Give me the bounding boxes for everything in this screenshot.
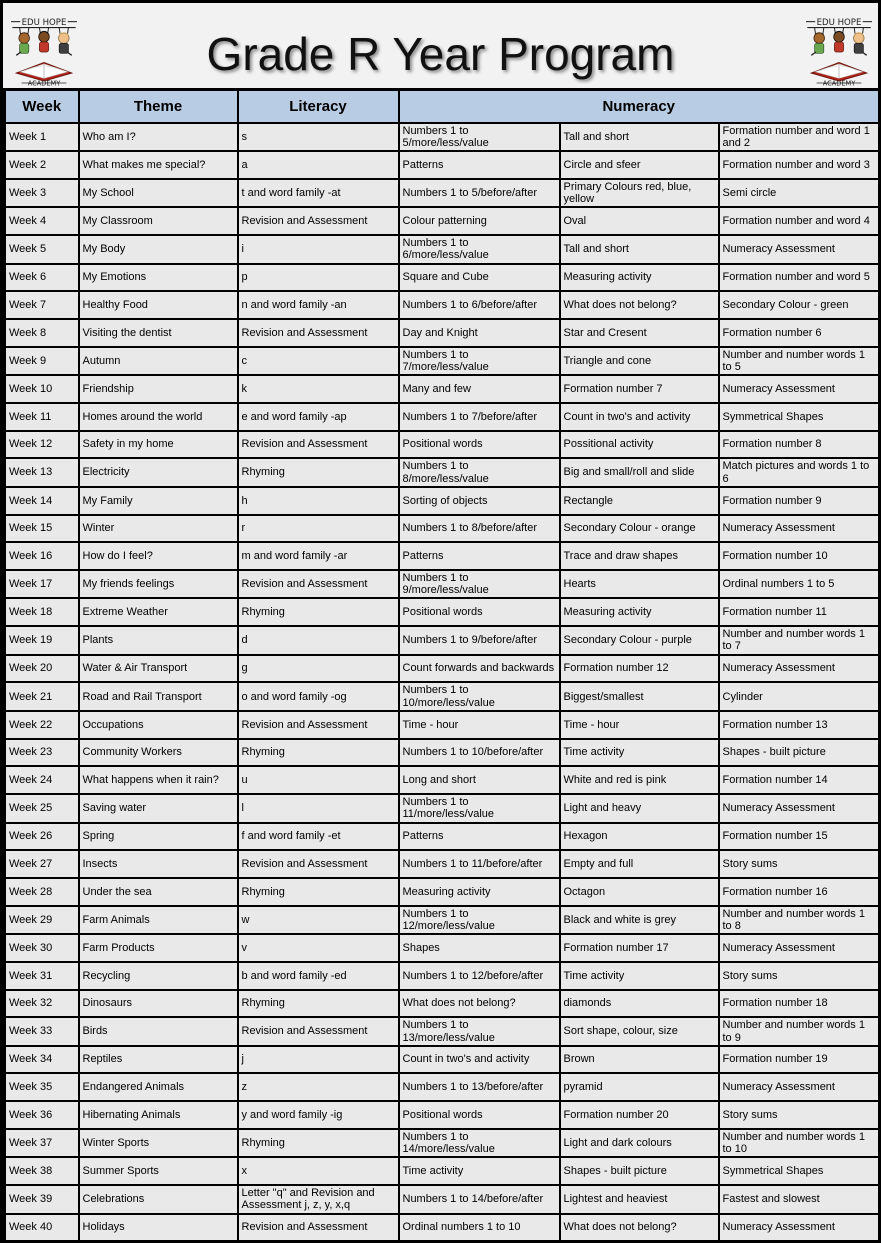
theme-cell: Holidays <box>79 1214 238 1242</box>
theme-cell: Community Workers <box>79 739 238 767</box>
numeracy-cell-1: Time activity <box>399 1157 560 1185</box>
numeracy-cell-3: Number and number words 1 to 7 <box>719 626 880 655</box>
numeracy-cell-1: Sorting of objects <box>399 487 560 515</box>
week-cell: Week 19 <box>5 626 79 655</box>
literacy-cell: m and word family -ar <box>238 542 399 570</box>
theme-cell: Friendship <box>79 375 238 403</box>
week-cell: Week 27 <box>5 850 79 878</box>
theme-cell: Spring <box>79 823 238 851</box>
literacy-cell: f and word family -et <box>238 823 399 851</box>
numeracy-cell-1: Numbers 1 to 7/more/less/value <box>399 347 560 376</box>
table-row <box>5 1185 880 1214</box>
numeracy-cell-3: Symmetrical Shapes <box>719 403 880 431</box>
literacy-cell: Rhyming <box>238 990 399 1018</box>
numeracy-cell-2: Rectangle <box>560 487 719 515</box>
theme-cell: Extreme Weather <box>79 598 238 626</box>
numeracy-cell-1: Count in two's and activity <box>399 1046 560 1074</box>
numeracy-cell-1: Numbers 1 to 5/more/less/value <box>399 123 560 152</box>
week-cell: Week 14 <box>5 487 79 515</box>
theme-cell: My School <box>79 179 238 208</box>
theme-cell: How do I feel? <box>79 542 238 570</box>
numeracy-cell-3: Numeracy Assessment <box>719 794 880 823</box>
literacy-cell: s <box>238 123 399 152</box>
table-row <box>5 739 880 767</box>
numeracy-cell-1: Numbers 1 to 10/before/after <box>399 739 560 767</box>
numeracy-cell-2: Octagon <box>560 878 719 906</box>
table-row <box>5 962 880 990</box>
numeracy-cell-3: Semi circle <box>719 179 880 208</box>
numeracy-cell-3: Formation number and word 3 <box>719 151 880 179</box>
table-row <box>5 682 880 711</box>
numeracy-cell-3: Symmetrical Shapes <box>719 1157 880 1185</box>
numeracy-cell-1: Positional words <box>399 598 560 626</box>
numeracy-cell-1: Positional words <box>399 431 560 459</box>
numeracy-cell-3: Number and number words 1 to 9 <box>719 1017 880 1046</box>
table-row <box>5 990 880 1018</box>
literacy-cell: i <box>238 235 399 264</box>
numeracy-cell-2: Tall and short <box>560 123 719 152</box>
numeracy-cell-2: Black and white is grey <box>560 906 719 935</box>
table-row <box>5 1101 880 1129</box>
numeracy-cell-2: Measuring activity <box>560 598 719 626</box>
table-row <box>5 347 880 376</box>
table-row <box>5 878 880 906</box>
numeracy-cell-3: Formation number and word 1 and 2 <box>719 123 880 152</box>
numeracy-cell-3: Formation number 16 <box>719 878 880 906</box>
numeracy-cell-2: What does not belong? <box>560 291 719 319</box>
theme-cell: Insects <box>79 850 238 878</box>
week-cell: Week 13 <box>5 458 79 487</box>
theme-cell: Autumn <box>79 347 238 376</box>
numeracy-cell-3: Numeracy Assessment <box>719 655 880 683</box>
week-cell: Week 32 <box>5 990 79 1018</box>
numeracy-cell-2: Light and heavy <box>560 794 719 823</box>
week-cell: Week 36 <box>5 1101 79 1129</box>
theme-cell: Celebrations <box>79 1185 238 1214</box>
week-cell: Week 8 <box>5 319 79 347</box>
table-row <box>5 823 880 851</box>
numeracy-cell-2: diamonds <box>560 990 719 1018</box>
theme-cell: My Emotions <box>79 264 238 292</box>
theme-cell: Endangered Animals <box>79 1073 238 1101</box>
numeracy-cell-2: Lightest and heaviest <box>560 1185 719 1214</box>
numeracy-cell-3: Formation number 18 <box>719 990 880 1018</box>
numeracy-cell-3: Numeracy Assessment <box>719 1214 880 1242</box>
table-row <box>5 906 880 935</box>
theme-cell: Electricity <box>79 458 238 487</box>
numeracy-cell-1: Patterns <box>399 823 560 851</box>
numeracy-cell-1: Numbers 1 to 9/more/less/value <box>399 570 560 599</box>
table-row <box>5 207 880 235</box>
literacy-cell: p <box>238 264 399 292</box>
numeracy-cell-3: Formation number 6 <box>719 319 880 347</box>
theme-cell: Birds <box>79 1017 238 1046</box>
logo-top-text: EDU HOPE <box>21 17 67 28</box>
literacy-cell: l <box>238 794 399 823</box>
week-cell: Week 33 <box>5 1017 79 1046</box>
numeracy-cell-2: Count in two's and activity <box>560 403 719 431</box>
numeracy-cell-1: Ordinal numbers 1 to 10 <box>399 1214 560 1242</box>
column-header-numeracy: Numeracy <box>399 90 880 123</box>
numeracy-cell-3: Numeracy Assessment <box>719 1073 880 1101</box>
week-cell: Week 37 <box>5 1129 79 1158</box>
theme-cell: Healthy Food <box>79 291 238 319</box>
numeracy-cell-1: Count forwards and backwards <box>399 655 560 683</box>
numeracy-cell-1: Time - hour <box>399 711 560 739</box>
literacy-cell: Rhyming <box>238 458 399 487</box>
logo-bottom-text: ACADEMY <box>822 79 856 87</box>
theme-cell: Occupations <box>79 711 238 739</box>
program-table-body <box>5 123 880 1242</box>
numeracy-cell-2: Empty and full <box>560 850 719 878</box>
table-row <box>5 1046 880 1074</box>
table-row <box>5 291 880 319</box>
numeracy-cell-1: Numbers 1 to 11/more/less/value <box>399 794 560 823</box>
numeracy-cell-1: Patterns <box>399 542 560 570</box>
table-row <box>5 655 880 683</box>
column-header-week: Week <box>5 90 79 123</box>
numeracy-cell-3: Numeracy Assessment <box>719 235 880 264</box>
numeracy-cell-1: Numbers 1 to 8/before/after <box>399 515 560 543</box>
numeracy-cell-2: Possitional activity <box>560 431 719 459</box>
theme-cell: Dinosaurs <box>79 990 238 1018</box>
week-cell: Week 10 <box>5 375 79 403</box>
literacy-cell: Revision and Assessment <box>238 207 399 235</box>
numeracy-cell-3: Numeracy Assessment <box>719 515 880 543</box>
week-cell: Week 17 <box>5 570 79 599</box>
table-row <box>5 319 880 347</box>
theme-cell: Farm Animals <box>79 906 238 935</box>
table-row <box>5 711 880 739</box>
literacy-cell: u <box>238 766 399 794</box>
numeracy-cell-3: Formation number 15 <box>719 823 880 851</box>
numeracy-cell-2: Time - hour <box>560 711 719 739</box>
week-cell: Week 9 <box>5 347 79 376</box>
week-cell: Week 34 <box>5 1046 79 1074</box>
numeracy-cell-3: Formation number 13 <box>719 711 880 739</box>
numeracy-cell-2: Light and dark colours <box>560 1129 719 1158</box>
theme-cell: Safety in my home <box>79 431 238 459</box>
numeracy-cell-2: Brown <box>560 1046 719 1074</box>
numeracy-cell-1: Numbers 1 to 12/before/after <box>399 962 560 990</box>
literacy-cell: v <box>238 934 399 962</box>
theme-cell: Water & Air Transport <box>79 655 238 683</box>
numeracy-cell-2: Shapes - built picture <box>560 1157 719 1185</box>
numeracy-cell-1: Numbers 1 to 8/more/less/value <box>399 458 560 487</box>
numeracy-cell-1: Measuring activity <box>399 878 560 906</box>
table-row <box>5 570 880 599</box>
numeracy-cell-1: Numbers 1 to 5/before/after <box>399 179 560 208</box>
numeracy-cell-3: Story sums <box>719 1101 880 1129</box>
numeracy-cell-1: Numbers 1 to 6/more/less/value <box>399 235 560 264</box>
table-row <box>5 1073 880 1101</box>
numeracy-cell-3: Story sums <box>719 850 880 878</box>
numeracy-cell-2: Time activity <box>560 739 719 767</box>
numeracy-cell-2: White and red is pink <box>560 766 719 794</box>
week-cell: Week 11 <box>5 403 79 431</box>
table-row <box>5 515 880 543</box>
numeracy-cell-3: Formation number and word 4 <box>719 207 880 235</box>
literacy-cell: Rhyming <box>238 878 399 906</box>
literacy-cell: Revision and Assessment <box>238 431 399 459</box>
week-cell: Week 15 <box>5 515 79 543</box>
page-title: Grade R Year Program <box>206 28 675 80</box>
numeracy-cell-1: Numbers 1 to 14/before/after <box>399 1185 560 1214</box>
literacy-cell: d <box>238 626 399 655</box>
table-row <box>5 794 880 823</box>
table-row <box>5 123 880 152</box>
theme-cell: My Family <box>79 487 238 515</box>
numeracy-cell-3: Story sums <box>719 962 880 990</box>
table-row <box>5 431 880 459</box>
numeracy-cell-2: pyramid <box>560 1073 719 1101</box>
document-page <box>3 3 878 1233</box>
theme-cell: Homes around the world <box>79 403 238 431</box>
numeracy-cell-1: Numbers 1 to 7/before/after <box>399 403 560 431</box>
literacy-cell: w <box>238 906 399 935</box>
week-cell: Week 5 <box>5 235 79 264</box>
literacy-cell: z <box>238 1073 399 1101</box>
literacy-cell: Revision and Assessment <box>238 850 399 878</box>
numeracy-cell-1: Numbers 1 to 9/before/after <box>399 626 560 655</box>
literacy-cell: Revision and Assessment <box>238 319 399 347</box>
week-cell: Week 21 <box>5 682 79 711</box>
numeracy-cell-1: Positional words <box>399 1101 560 1129</box>
literacy-cell: t and word family -at <box>238 179 399 208</box>
literacy-cell: Rhyming <box>238 598 399 626</box>
numeracy-cell-2: Sort shape, colour, size <box>560 1017 719 1046</box>
theme-cell: Road and Rail Transport <box>79 682 238 711</box>
numeracy-cell-1: Numbers 1 to 14/more/less/value <box>399 1129 560 1158</box>
numeracy-cell-2: Secondary Colour - purple <box>560 626 719 655</box>
table-row <box>5 151 880 179</box>
numeracy-cell-3: Formation number and word 5 <box>719 264 880 292</box>
week-cell: Week 3 <box>5 179 79 208</box>
week-cell: Week 26 <box>5 823 79 851</box>
numeracy-cell-1: Numbers 1 to 13/before/after <box>399 1073 560 1101</box>
numeracy-cell-3: Shapes - built picture <box>719 739 880 767</box>
table-header-row <box>5 90 880 123</box>
numeracy-cell-2: Biggest/smallest <box>560 682 719 711</box>
table-row <box>5 766 880 794</box>
week-cell: Week 25 <box>5 794 79 823</box>
numeracy-cell-3: Formation number 11 <box>719 598 880 626</box>
numeracy-cell-3: Number and number words 1 to 8 <box>719 906 880 935</box>
numeracy-cell-2: Formation number 12 <box>560 655 719 683</box>
numeracy-cell-2: Formation number 17 <box>560 934 719 962</box>
literacy-cell: r <box>238 515 399 543</box>
literacy-cell: Rhyming <box>238 1129 399 1158</box>
theme-cell: Farm Products <box>79 934 238 962</box>
table-row <box>5 1017 880 1046</box>
theme-cell: Winter Sports <box>79 1129 238 1158</box>
numeracy-cell-2: Measuring activity <box>560 264 719 292</box>
numeracy-cell-1: What does not belong? <box>399 990 560 1018</box>
numeracy-cell-2: Triangle and cone <box>560 347 719 376</box>
literacy-cell: Rhyming <box>238 739 399 767</box>
numeracy-cell-3: Match pictures and words 1 to 6 <box>719 458 880 487</box>
literacy-cell: g <box>238 655 399 683</box>
numeracy-cell-2: Trace and draw shapes <box>560 542 719 570</box>
table-row <box>5 403 880 431</box>
table-row <box>5 487 880 515</box>
numeracy-cell-1: Colour patterning <box>399 207 560 235</box>
table-row <box>5 934 880 962</box>
week-cell: Week 35 <box>5 1073 79 1101</box>
numeracy-cell-3: Cylinder <box>719 682 880 711</box>
numeracy-cell-3: Formation number 10 <box>719 542 880 570</box>
literacy-cell: e and word family -ap <box>238 403 399 431</box>
theme-cell: Under the sea <box>79 878 238 906</box>
numeracy-cell-2: Hearts <box>560 570 719 599</box>
numeracy-cell-3: Formation number 9 <box>719 487 880 515</box>
numeracy-cell-1: Many and few <box>399 375 560 403</box>
numeracy-cell-1: Numbers 1 to 13/more/less/value <box>399 1017 560 1046</box>
literacy-cell: Revision and Assessment <box>238 1214 399 1242</box>
week-cell: Week 29 <box>5 906 79 935</box>
theme-cell: My Body <box>79 235 238 264</box>
theme-cell: What happens when it rain? <box>79 766 238 794</box>
week-cell: Week 20 <box>5 655 79 683</box>
theme-cell: Recycling <box>79 962 238 990</box>
table-row <box>5 598 880 626</box>
literacy-cell: b and word family -ed <box>238 962 399 990</box>
numeracy-cell-3: Numeracy Assessment <box>719 375 880 403</box>
literacy-cell: Revision and Assessment <box>238 711 399 739</box>
week-cell: Week 22 <box>5 711 79 739</box>
theme-cell: What makes me special? <box>79 151 238 179</box>
theme-cell: Hibernating Animals <box>79 1101 238 1129</box>
numeracy-cell-3: Formation number 14 <box>719 766 880 794</box>
week-cell: Week 40 <box>5 1214 79 1242</box>
literacy-cell: Letter "q" and Revision and Assessment j, z, y, x,q <box>238 1185 399 1214</box>
numeracy-cell-2: What does not belong? <box>560 1214 719 1242</box>
logo-bottom-text: ACADEMY <box>27 79 61 87</box>
numeracy-cell-2: Time activity <box>560 962 719 990</box>
literacy-cell: c <box>238 347 399 376</box>
numeracy-cell-2: Formation number 20 <box>560 1101 719 1129</box>
numeracy-cell-1: Day and Knight <box>399 319 560 347</box>
numeracy-cell-3: Fastest and slowest <box>719 1185 880 1214</box>
week-cell: Week 16 <box>5 542 79 570</box>
logo-top-text: EDU HOPE <box>816 17 862 28</box>
literacy-cell: a <box>238 151 399 179</box>
table-row <box>5 179 880 208</box>
literacy-cell: Revision and Assessment <box>238 570 399 599</box>
table-row <box>5 850 880 878</box>
numeracy-cell-2: Primary Colours red, blue, yellow <box>560 179 719 208</box>
week-cell: Week 7 <box>5 291 79 319</box>
literacy-cell: h <box>238 487 399 515</box>
theme-cell: Visiting the dentist <box>79 319 238 347</box>
numeracy-cell-3: Formation number 19 <box>719 1046 880 1074</box>
week-cell: Week 28 <box>5 878 79 906</box>
week-cell: Week 1 <box>5 123 79 152</box>
week-cell: Week 39 <box>5 1185 79 1214</box>
literacy-cell: n and word family -an <box>238 291 399 319</box>
numeracy-cell-3: Numeracy Assessment <box>719 934 880 962</box>
numeracy-cell-2: Formation number 7 <box>560 375 719 403</box>
literacy-cell: y and word family -ig <box>238 1101 399 1129</box>
table-row <box>5 626 880 655</box>
theme-cell: Who am I? <box>79 123 238 152</box>
week-cell: Week 23 <box>5 739 79 767</box>
week-cell: Week 12 <box>5 431 79 459</box>
week-cell: Week 18 <box>5 598 79 626</box>
numeracy-cell-1: Numbers 1 to 11/before/after <box>399 850 560 878</box>
numeracy-cell-2: Oval <box>560 207 719 235</box>
year-program-table <box>3 88 881 1243</box>
theme-cell: Winter <box>79 515 238 543</box>
numeracy-cell-3: Number and number words 1 to 10 <box>719 1129 880 1158</box>
numeracy-cell-2: Circle and sfeer <box>560 151 719 179</box>
table-row <box>5 458 880 487</box>
numeracy-cell-3: Secondary Colour - green <box>719 291 880 319</box>
numeracy-cell-1: Square and Cube <box>399 264 560 292</box>
theme-cell: Plants <box>79 626 238 655</box>
theme-cell: Saving water <box>79 794 238 823</box>
week-cell: Week 24 <box>5 766 79 794</box>
numeracy-cell-2: Hexagon <box>560 823 719 851</box>
theme-cell: Summer Sports <box>79 1157 238 1185</box>
literacy-cell: o and word family -og <box>238 682 399 711</box>
week-cell: Week 30 <box>5 934 79 962</box>
literacy-cell: x <box>238 1157 399 1185</box>
theme-cell: Reptiles <box>79 1046 238 1074</box>
theme-cell: My friends feelings <box>79 570 238 599</box>
numeracy-cell-3: Ordinal numbers 1 to 5 <box>719 570 880 599</box>
numeracy-cell-1: Numbers 1 to 12/more/less/value <box>399 906 560 935</box>
table-row <box>5 1129 880 1158</box>
literacy-cell: k <box>238 375 399 403</box>
numeracy-cell-3: Formation number 8 <box>719 431 880 459</box>
edu-hope-academy-logo-right <box>806 17 872 87</box>
week-cell: Week 4 <box>5 207 79 235</box>
table-row <box>5 1157 880 1185</box>
week-cell: Week 6 <box>5 264 79 292</box>
numeracy-cell-2: Secondary Colour - orange <box>560 515 719 543</box>
numeracy-cell-1: Shapes <box>399 934 560 962</box>
table-row <box>5 542 880 570</box>
numeracy-cell-2: Tall and short <box>560 235 719 264</box>
table-row <box>5 1214 880 1242</box>
week-cell: Week 2 <box>5 151 79 179</box>
theme-cell: My Classroom <box>79 207 238 235</box>
column-header-theme: Theme <box>79 90 238 123</box>
table-row <box>5 235 880 264</box>
week-cell: Week 38 <box>5 1157 79 1185</box>
numeracy-cell-1: Patterns <box>399 151 560 179</box>
numeracy-cell-3: Number and number words 1 to 5 <box>719 347 880 376</box>
literacy-cell: Revision and Assessment <box>238 1017 399 1046</box>
numeracy-cell-2: Star and Cresent <box>560 319 719 347</box>
table-row <box>5 264 880 292</box>
numeracy-cell-1: Numbers 1 to 10/more/less/value <box>399 682 560 711</box>
week-cell: Week 31 <box>5 962 79 990</box>
numeracy-cell-1: Numbers 1 to 6/before/after <box>399 291 560 319</box>
literacy-cell: j <box>238 1046 399 1074</box>
document-header <box>3 3 878 88</box>
column-header-literacy: Literacy <box>238 90 399 123</box>
table-row <box>5 375 880 403</box>
numeracy-cell-2: Big and small/roll and slide <box>560 458 719 487</box>
numeracy-cell-1: Long and short <box>399 766 560 794</box>
